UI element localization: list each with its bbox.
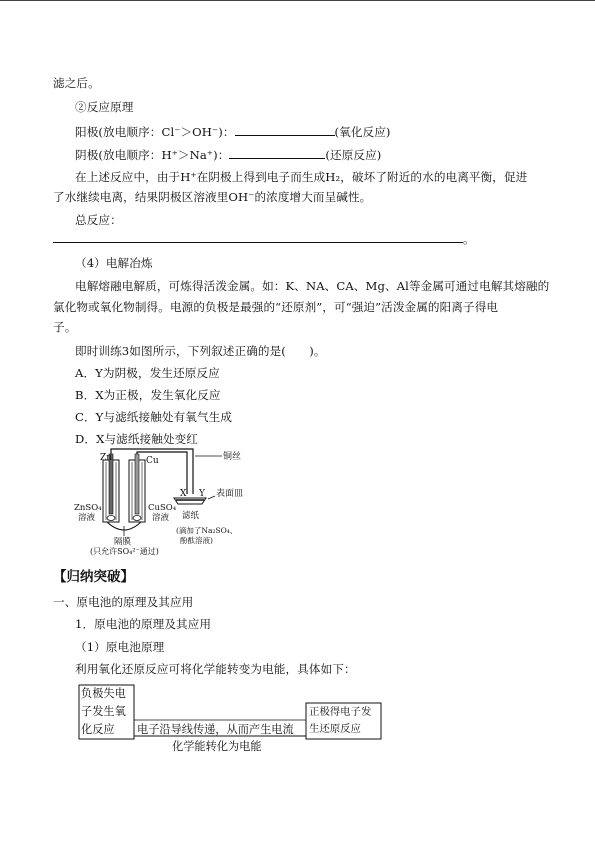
text-line: 电解熔融电解质，可炼得活泼金属。如：K、NA、CA、Mg、Al等金属可通过电解其熔融的	[75, 279, 550, 293]
cathode-label: 阴极(放电顺序：H⁺＞Na⁺)：	[75, 148, 230, 162]
membrane-note: (只允许SO₄²⁻通过)	[90, 547, 159, 556]
cu-label: Cu	[146, 456, 159, 466]
anode-note: (氧化反应)	[334, 125, 391, 139]
znso4-solution-label: 溶液	[78, 513, 96, 523]
cuso4-label: CuSO₄	[148, 503, 177, 513]
subheading: （4）电解冶炼	[75, 256, 153, 270]
x-label: X	[180, 489, 187, 499]
filter-label: 滤纸	[182, 511, 200, 521]
text-line: 了水继续电离，结果阴极区溶液里OH⁻的浓度增大而呈碱性。	[53, 190, 372, 204]
text-line: ②反应原理	[75, 100, 134, 114]
wire-label: 铜丝	[223, 452, 242, 462]
zn-label: Zn	[100, 453, 113, 463]
filter-note-1: (滴加了Na₂SO₄、	[176, 526, 238, 535]
flow-bottom-text: 化学能转化为电能	[172, 740, 262, 753]
y-label: Y	[199, 489, 205, 499]
option-a: A．Y为阴极，发生还原反应	[75, 366, 220, 380]
flow-left-line-1: 负极失电	[81, 687, 126, 700]
section-heading: 【归纳突破】	[53, 569, 134, 585]
heading-level-3: （1）原电池原理	[75, 640, 165, 654]
dish-label: 表面皿	[216, 489, 244, 499]
flow-right-line-1: 正极得电子发	[309, 706, 372, 718]
filter-note-2: 酚酞溶液)	[180, 536, 213, 545]
zn-electrode	[109, 454, 113, 514]
heading-level-1: 一、原电池的原理及其应用	[53, 595, 194, 609]
page-top-rule	[0, 0, 595, 1]
galvanic-cell-diagram	[70, 446, 310, 556]
text-line: 氯化物或氧化物制得。电源的负极是最强的“还原剂”，可“强迫”活泼金属的阳离子得电	[53, 300, 499, 314]
cuso4-solution-label: 溶液	[152, 513, 170, 523]
option-b: B．X为正极，发生氧化反应	[75, 388, 221, 402]
total-reaction-blank	[53, 242, 463, 243]
cu-electrode	[135, 454, 139, 514]
option-d: D．X与滤纸接触处变红	[75, 432, 198, 446]
text-line: 子。	[53, 320, 77, 334]
anode-label: 阳极(放电顺序：Cl⁻＞OH⁻)：	[75, 125, 235, 139]
heading-level-2: 1．原电池的原理及其应用	[75, 617, 212, 631]
text-line: 总反应：	[75, 213, 122, 227]
cathode-note: (还原反应)	[325, 148, 382, 162]
membrane-label: 隔膜	[114, 537, 132, 547]
question: 即时训练3如图所示，下列叙述正确的是( )。	[75, 344, 326, 358]
cathode-blank	[229, 147, 325, 159]
text-line: 滤之后。	[53, 76, 100, 90]
period-mark: 。	[463, 232, 475, 246]
flow-left-line-3: 化反应	[81, 723, 115, 736]
znso4-label: ZnSO₄	[74, 503, 102, 513]
text-line: 利用氧化还原反应可将化学能转变为电能，具体如下：	[75, 662, 356, 676]
anode-line	[75, 124, 391, 140]
galvanic-principle-flow	[78, 684, 388, 764]
cathode-line	[75, 147, 381, 163]
option-c: C．Y与滤纸接触处有氧气生成	[75, 410, 233, 424]
anode-blank	[235, 124, 335, 136]
text-line: 在上述反应中，由于H⁺在阴极上得到电子而生成H₂，破坏了附近的水的电离平衡，促进	[75, 170, 528, 184]
flow-left-line-2: 子发生氧	[81, 705, 126, 718]
flow-right-line-2: 生还原反应	[309, 723, 361, 735]
flow-middle-text: 电子沿导线传递，从而产生电流	[137, 723, 294, 736]
